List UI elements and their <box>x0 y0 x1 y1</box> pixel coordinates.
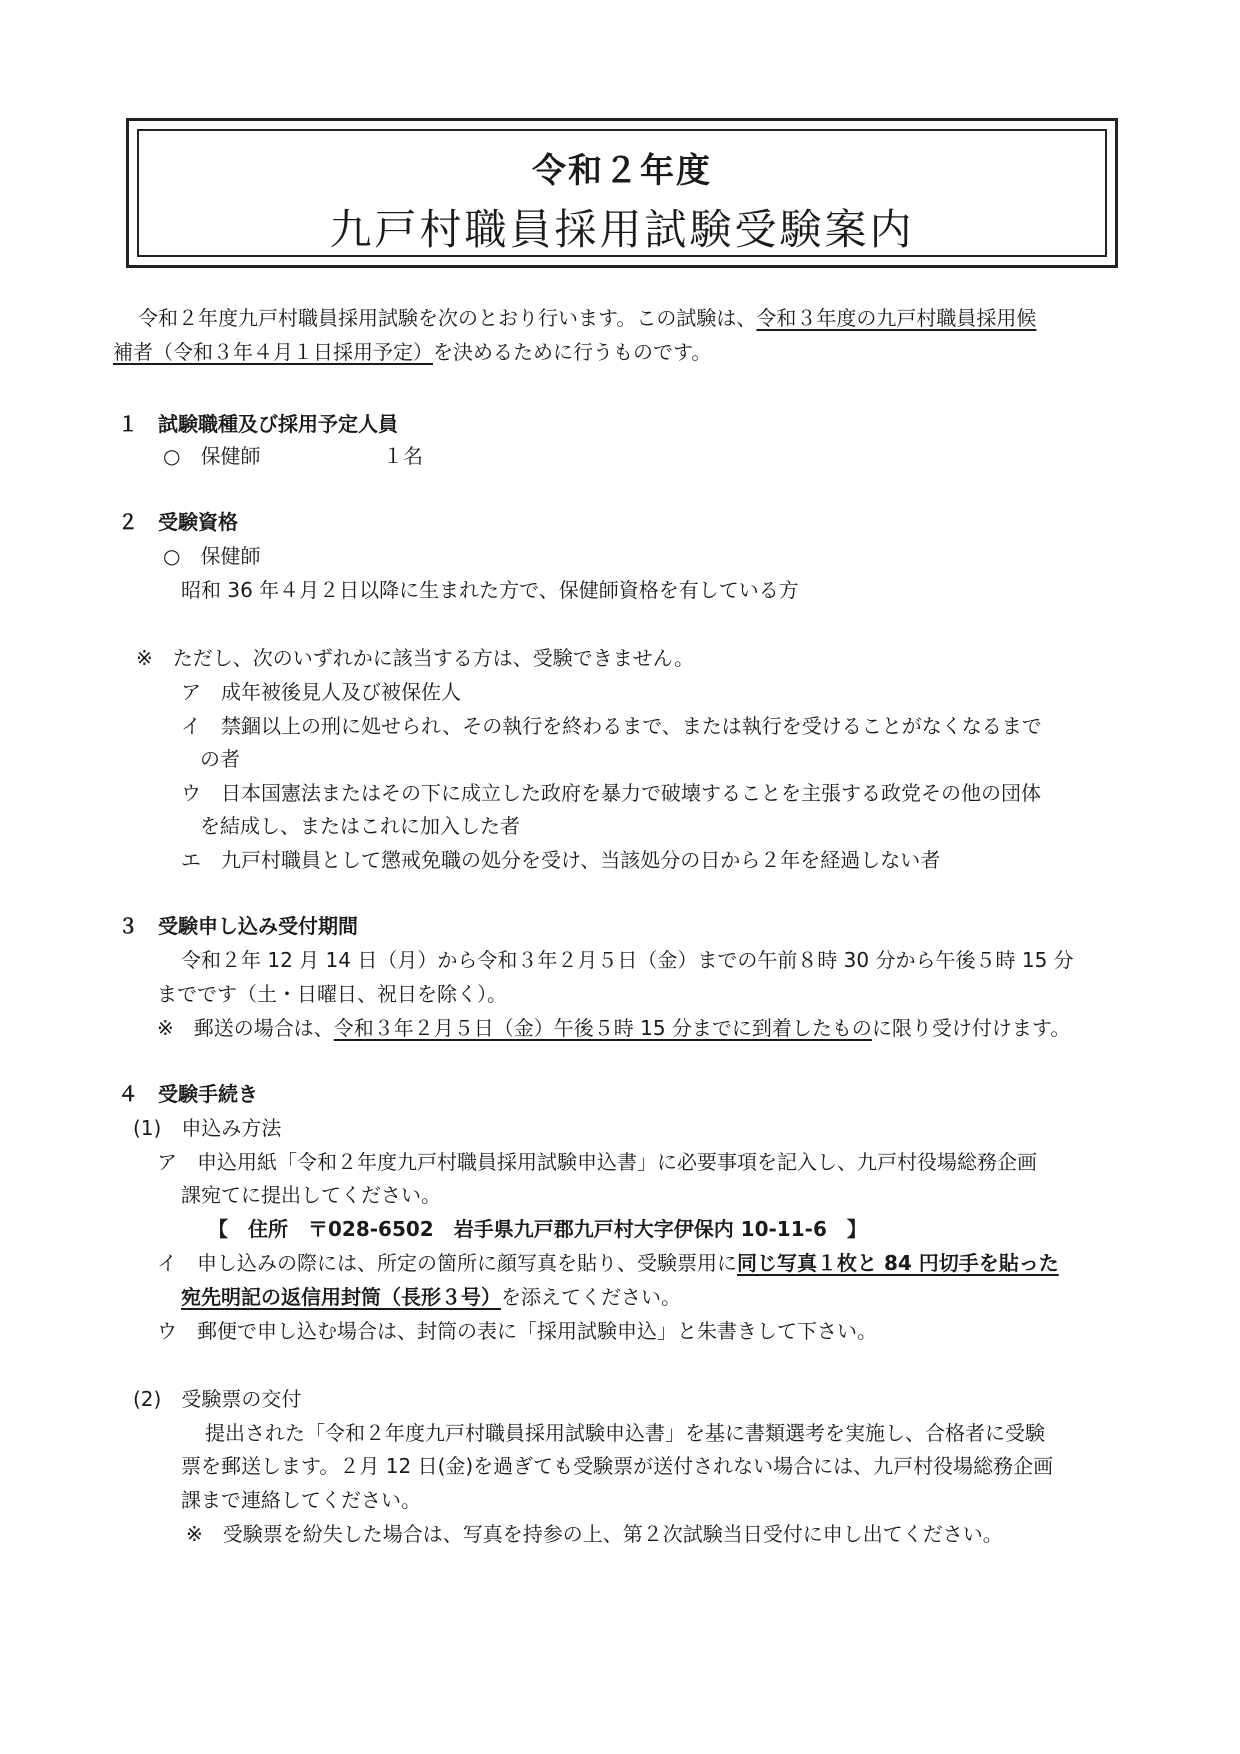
section-4-item-a-line-1: ア 申込用紙「令和２年度九戸村職員採用試験申込書」に必要事項を記入し、九戸村役場総務企画 <box>157 1150 1037 1174</box>
section-2-item-e: エ 九戸村職員として懲戒免職の処分を受け、当該処分の日から２年を経過しない者 <box>181 848 941 872</box>
section-2-item-u-line-1: ウ 日本国憲法またはその下に成立した政府を暴力で破壊することを主張する政党その他の団体 <box>181 781 1041 805</box>
section-1-job: ○ 保健師 <box>163 444 261 468</box>
section-3-note: ※ 郵送の場合は、令和３年２月５日（金）午後５時 15 分までに到着したものに限り受け付けます。 <box>157 1016 1071 1040</box>
section-4-item-i-line-1: イ 申し込みの際には、所定の箇所に顔写真を貼り、受験票用に同じ写真１枚と 84 円切手を貼った <box>157 1251 1059 1275</box>
section-4-item-a-line-2: 課宛てに提出してください。 <box>181 1183 441 1207</box>
section-4-para-line-2: 票を郵送します。２月 12 日(金)を過ぎても受験票が送付されない場合には、九戸村役場総務企画 <box>181 1454 1054 1478</box>
section-3-line-1: 令和２年 12 月 14 日（月）から令和３年２月５日（金）までの午前８時 30 分から午後５時 15 分 <box>181 948 1074 972</box>
section-3-heading: ３ 受験申し込み受付期間 <box>118 914 358 938</box>
section-4-sub-2: (2) 受験票の交付 <box>133 1387 302 1411</box>
intro-line-1: 令和２年度九戸村職員採用試験を次のとおり行います。この試験は、令和３年度の九戸村職員採用候 <box>138 306 1037 330</box>
section-3-line-2: までです（土・日曜日、祝日を除く）。 <box>157 982 507 1006</box>
title-main: 九戸村職員採用試験受験案内 <box>329 205 915 254</box>
section-2-item-u-line-2: を結成し、またはこれに加入した者 <box>200 814 520 838</box>
section-4-heading: ４ 受験手続き <box>118 1082 258 1106</box>
section-2-item: ○ 保健師 <box>163 544 261 568</box>
section-4-note: ※ 受験票を紛失した場合は、写真を持参の上、第２次試験当日受付に申し出てください。 <box>186 1522 1003 1546</box>
section-4-item-u: ウ 郵便で申し込む場合は、封筒の表に「採用試験申込」と朱書きして下さい。 <box>157 1319 877 1343</box>
section-2-item-a: ア 成年被後見人及び被保佐人 <box>181 680 461 704</box>
section-4-item-i-line-2: 宛先明記の返信用封筒（長形３号）を添えてください。 <box>181 1285 681 1309</box>
section-1-heading: １ 試験職種及び採用予定人員 <box>118 412 398 436</box>
section-4-para-line-3: 課まで連絡してください。 <box>181 1488 421 1512</box>
title-year: 令和２年度 <box>532 151 712 191</box>
section-2-item-i-line-1: イ 禁錮以上の刑に処せられ、その執行を終わるまで、または執行を受けることがなくなるまで <box>181 714 1042 738</box>
section-2-item-i-line-2: の者 <box>200 747 240 771</box>
section-4-sub-1: (1) 申込み方法 <box>133 1116 282 1140</box>
section-1-count: １名 <box>383 444 423 468</box>
section-4-para-line-1: 提出された「令和２年度九戸村職員採用試験申込書」を基に書類選考を実施し、合格者に受験 <box>205 1421 1045 1445</box>
section-2-detail: 昭和 36 年４月２日以降に生まれた方で、保健師資格を有している方 <box>181 578 799 602</box>
section-4-address: 【 住所 〒028-6502 岩手県九戸郡九戸村大字伊保内 10-11-6 】 <box>208 1217 867 1241</box>
section-2-heading: ２ 受験資格 <box>118 510 238 534</box>
intro-line-2: 補者（令和３年４月１日採用予定）を決めるために行うものです。 <box>113 340 712 364</box>
title-box <box>126 118 1118 268</box>
section-2-note: ※ ただし、次のいずれかに該当する方は、受験できません。 <box>136 646 694 670</box>
